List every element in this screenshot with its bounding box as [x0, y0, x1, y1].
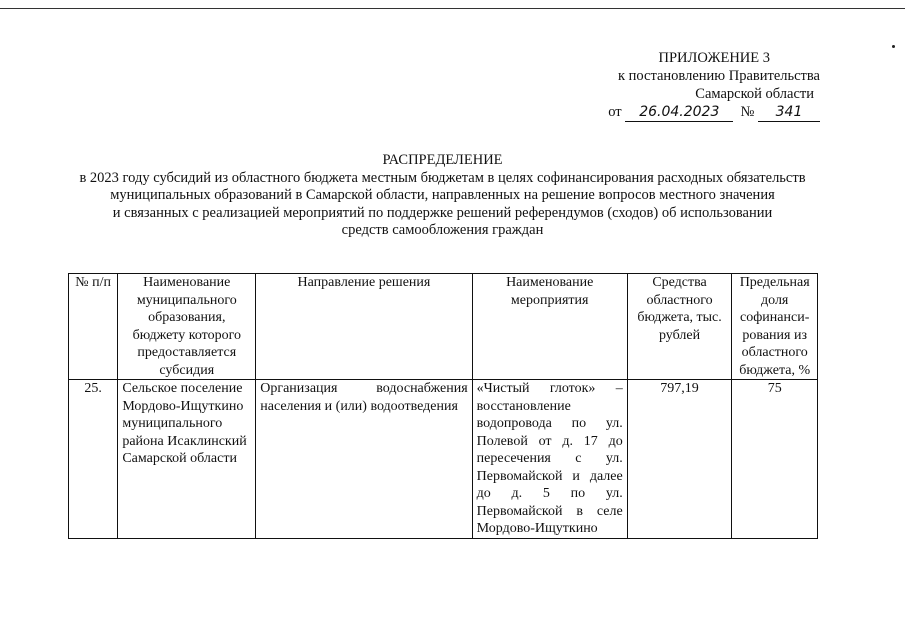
- top-border-line: [0, 8, 905, 9]
- document-title-block: [40, 152, 845, 240]
- subtitle-line: средств самообложения граждан: [341, 222, 544, 238]
- date-prefix: от: [608, 104, 622, 120]
- cell-funds: 797,19: [627, 380, 732, 539]
- cell-number: 25.: [69, 380, 118, 539]
- scan-speck: [892, 45, 895, 48]
- subtitle-line: муниципальных образований в Самарской области, направленных на решение вопросов местного значения: [110, 187, 775, 203]
- number-prefix: №: [740, 104, 755, 120]
- appendix-date-number-line: [560, 103, 820, 122]
- table-header-row: [69, 274, 818, 380]
- table-row: [69, 380, 818, 539]
- header-number: № п/п: [69, 274, 118, 380]
- cell-event: «Чистый глоток» – восстановление водопровода по ул. Полевой от д. 17 до пересечения с ул. Первомайской и далее до д. 5 по ул. Первомайской в селе Мордово-Ищуткино: [472, 380, 627, 539]
- header-funds: Средства областного бюджета, тыс. рублей: [627, 274, 732, 380]
- header-municipality: Наименование муниципального образования, бюджету которого предоставляется субсидия: [118, 274, 256, 380]
- cell-share: 75: [732, 380, 818, 539]
- subtitle-line: и связанных с реализацией мероприятий по поддержке решений референдумов (сходов) об использовании: [112, 204, 773, 221]
- cell-direction: Организация водоснабжения населения и (или) водоотведения: [256, 380, 472, 539]
- header-share: Предельная доля софинанси-рования из областного бюджета, %: [732, 274, 818, 380]
- subtitle-line: в 2023 году субсидий из областного бюджета местным бюджетам в целях софинансирования расходных обязательств: [79, 169, 806, 186]
- appendix-region-line: Самарской области: [695, 86, 814, 102]
- handwritten-number: 341: [758, 103, 820, 122]
- appendix-block: [560, 49, 820, 122]
- document-heading: РАСПРЕДЕЛЕНИЕ: [382, 152, 503, 168]
- distribution-table: [68, 273, 818, 539]
- handwritten-date: 26.04.2023: [625, 103, 733, 122]
- cell-municipality: Сельское поселение Мордово-Ищуткино муниципального района Исаклинский Самарской области: [118, 380, 256, 539]
- appendix-title: ПРИЛОЖЕНИЕ 3: [658, 50, 770, 66]
- header-direction: Направление решения: [256, 274, 472, 380]
- header-event: Наименование мероприятия: [472, 274, 627, 380]
- appendix-resolution-line: к постановлению Правительства: [618, 68, 820, 84]
